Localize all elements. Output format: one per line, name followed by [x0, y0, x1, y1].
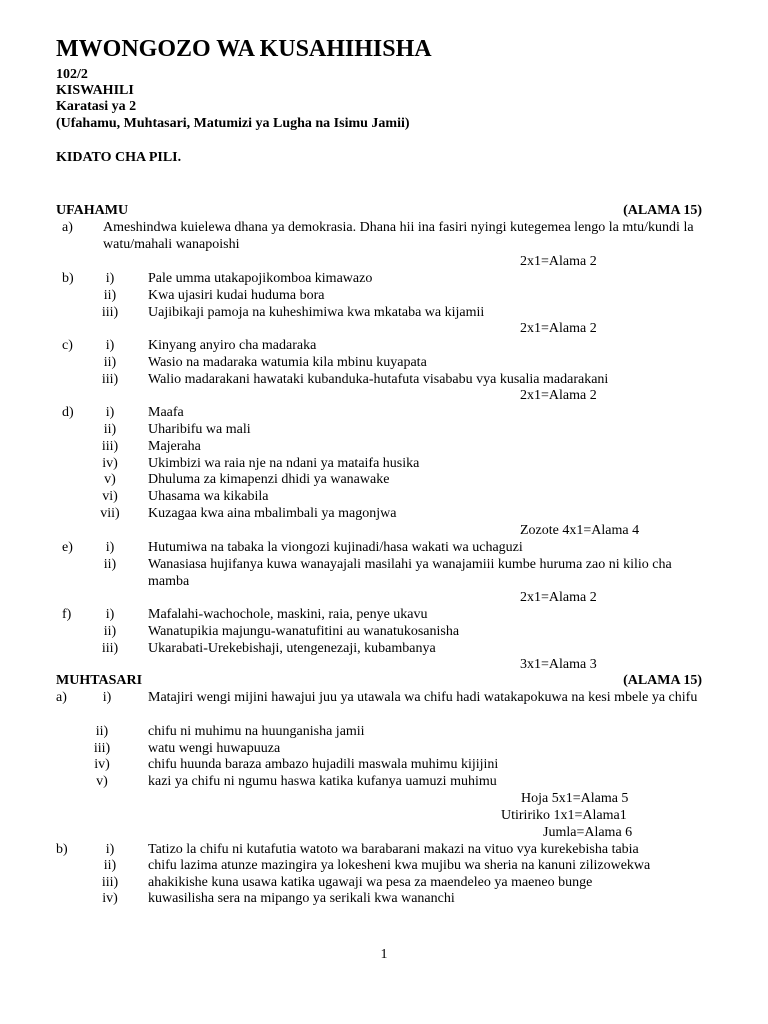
item-number: i)	[105, 271, 115, 286]
item-text: ahakikishe kuna usawa katika ugawaji wa pesa za maendeleo ya maeneo bunge	[148, 875, 593, 890]
subject-name: KISWAHILI	[56, 83, 134, 98]
section-marks: (ALAMA 15)	[623, 673, 702, 688]
score-line: 2x1=Alama 2	[520, 590, 597, 605]
item-text: Uhasama wa kikabila	[148, 489, 269, 504]
item-text: Mafalahi-wachochole, maskini, raia, penye ukavu	[148, 607, 428, 622]
page-number: 1	[380, 947, 388, 962]
item-number: iii)	[93, 741, 111, 756]
item-number: iv)	[102, 456, 118, 471]
item-number: v)	[104, 472, 116, 487]
question-letter: c)	[62, 338, 73, 353]
score-line: Hoja 5x1=Alama 5	[521, 791, 629, 806]
section-title: UFAHAMU	[56, 203, 129, 218]
item-text: Dhuluma za kimapenzi dhidi ya wanawake	[148, 472, 390, 487]
question-letter: d)	[62, 405, 74, 420]
item-text: Wanasiasa hujifanya kuwa wanayajali masilahi ya wanajamiii kumbe huruma zao ni kilio cha mamba	[148, 557, 672, 589]
item-text: Wasio na madaraka watumia kila mbinu kuyapata	[148, 355, 427, 370]
item-text: Hutumiwa na tabaka la viongozi kujinadi/hasa wakati wa uchaguzi	[148, 540, 523, 555]
paper-subtitle: (Ufahamu, Muhtasari, Matumizi ya Lugha na Isimu Jamii)	[56, 116, 410, 131]
item-text: Kwa ujasiri kudai huduma bora	[148, 288, 325, 303]
item-text: Pale umma utakapojikomboa kimawazo	[148, 271, 373, 286]
item-number: i)	[105, 607, 115, 622]
item-text: watu wengi huwapuuza	[148, 741, 281, 756]
item-text: Kuzagaa kwa aina mbalimbali ya magonjwa	[148, 506, 397, 521]
score-line: Utiririko 1x1=Alama1	[501, 808, 627, 823]
item-number: i)	[105, 338, 115, 353]
item-number: i)	[105, 540, 115, 555]
item-text: Maafa	[148, 405, 184, 420]
item-number: i)	[105, 842, 115, 857]
question-letter: f)	[62, 607, 72, 622]
question-letter: a)	[62, 220, 73, 235]
item-text: Tatizo la chifu ni kutafutia watoto wa barabarani makazi na vituo vya kurekebisha tabia	[148, 842, 639, 857]
item-number: ii)	[103, 288, 117, 303]
item-number: ii)	[103, 557, 117, 572]
item-number: iii)	[101, 372, 119, 387]
form-level: KIDATO CHA PILI.	[56, 150, 182, 165]
section-title: MUHTASARI	[56, 673, 143, 688]
item-number: ii)	[95, 724, 109, 739]
section-marks: (ALAMA 15)	[623, 203, 702, 218]
item-number: iii)	[101, 439, 119, 454]
answer-text: Ameshindwa kuielewa dhana ya demokrasia. Dhana hii ina fasiri nyingi kutegemea lengo la mtu/kundi la watu/mahali wanapoishi	[103, 220, 694, 252]
item-number: ii)	[103, 624, 117, 639]
item-text: Kinyang anyiro cha madaraka	[148, 338, 317, 353]
item-number: vi)	[102, 489, 118, 504]
item-text: Walio madarakani hawataki kubanduka-hutafuta visababu vya kusalia madarakani	[148, 372, 609, 387]
item-number: ii)	[103, 355, 117, 370]
item-number: i)	[105, 405, 115, 420]
score-line: Zozote 4x1=Alama 4	[520, 523, 640, 538]
score-line: 2x1=Alama 2	[520, 388, 597, 403]
question-letter: b)	[56, 842, 68, 857]
item-number: iii)	[101, 641, 119, 656]
question-letter: b)	[62, 271, 74, 286]
item-text: chifu huunda baraza ambazo hujadili maswala muhimu kijijini	[148, 757, 499, 772]
item-number: iii)	[101, 305, 119, 320]
item-number: v)	[96, 774, 108, 789]
item-text: kazi ya chifu ni ngumu haswa katika kufanya uamuzi muhimu	[148, 774, 497, 789]
question-letter: e)	[62, 540, 73, 555]
item-text: Matajiri wengi mijini hawajui juu ya utawala wa chifu hadi watakapokuwa na kesi mbele ya chifu	[148, 690, 698, 705]
item-text: Majeraha	[148, 439, 201, 454]
paper-number: Karatasi ya 2	[56, 99, 137, 114]
item-text: Ukimbizi wa raia nje na ndani ya mataifa husika	[148, 456, 420, 471]
item-text: Wanatupikia majungu-wanatufitini au wanatukosanisha	[148, 624, 460, 639]
item-number: i)	[102, 690, 112, 705]
item-number: iv)	[94, 757, 110, 772]
question-letter: a)	[56, 690, 67, 705]
document-title: MWONGOZO WA KUSAHIHISHA	[56, 36, 432, 62]
section-heading-muhtasari	[56, 672, 702, 689]
item-text: chifu ni muhimu na huunganisha jamii	[148, 724, 365, 739]
item-number: iv)	[102, 891, 118, 906]
item-number: iii)	[101, 875, 119, 890]
item-text: chifu lazima atunze mazingira ya lokesheni kwa mujibu wa sheria na kanuni zilizowekwa	[148, 858, 651, 873]
item-text: Uajibikaji pamoja na kuheshimiwa kwa mkataba wa kijamii	[148, 305, 485, 320]
paper-code: 102/2	[56, 67, 88, 82]
item-text: Uharibifu wa mali	[148, 422, 251, 437]
score-line: 2x1=Alama 2	[520, 321, 597, 336]
score-line: Jumla=Alama 6	[543, 825, 633, 840]
item-text: Ukarabati-Urekebishaji, utengenezaji, kubambanya	[148, 641, 436, 656]
score-line: 3x1=Alama 3	[520, 657, 597, 672]
item-number: ii)	[103, 858, 117, 873]
item-number: ii)	[103, 422, 117, 437]
section-heading-ufahamu	[56, 202, 702, 219]
score-line: 2x1=Alama 2	[520, 254, 597, 269]
item-number: vii)	[100, 506, 120, 521]
item-text: kuwasilisha sera na mipango ya serikali kwa wananchi	[148, 891, 455, 906]
